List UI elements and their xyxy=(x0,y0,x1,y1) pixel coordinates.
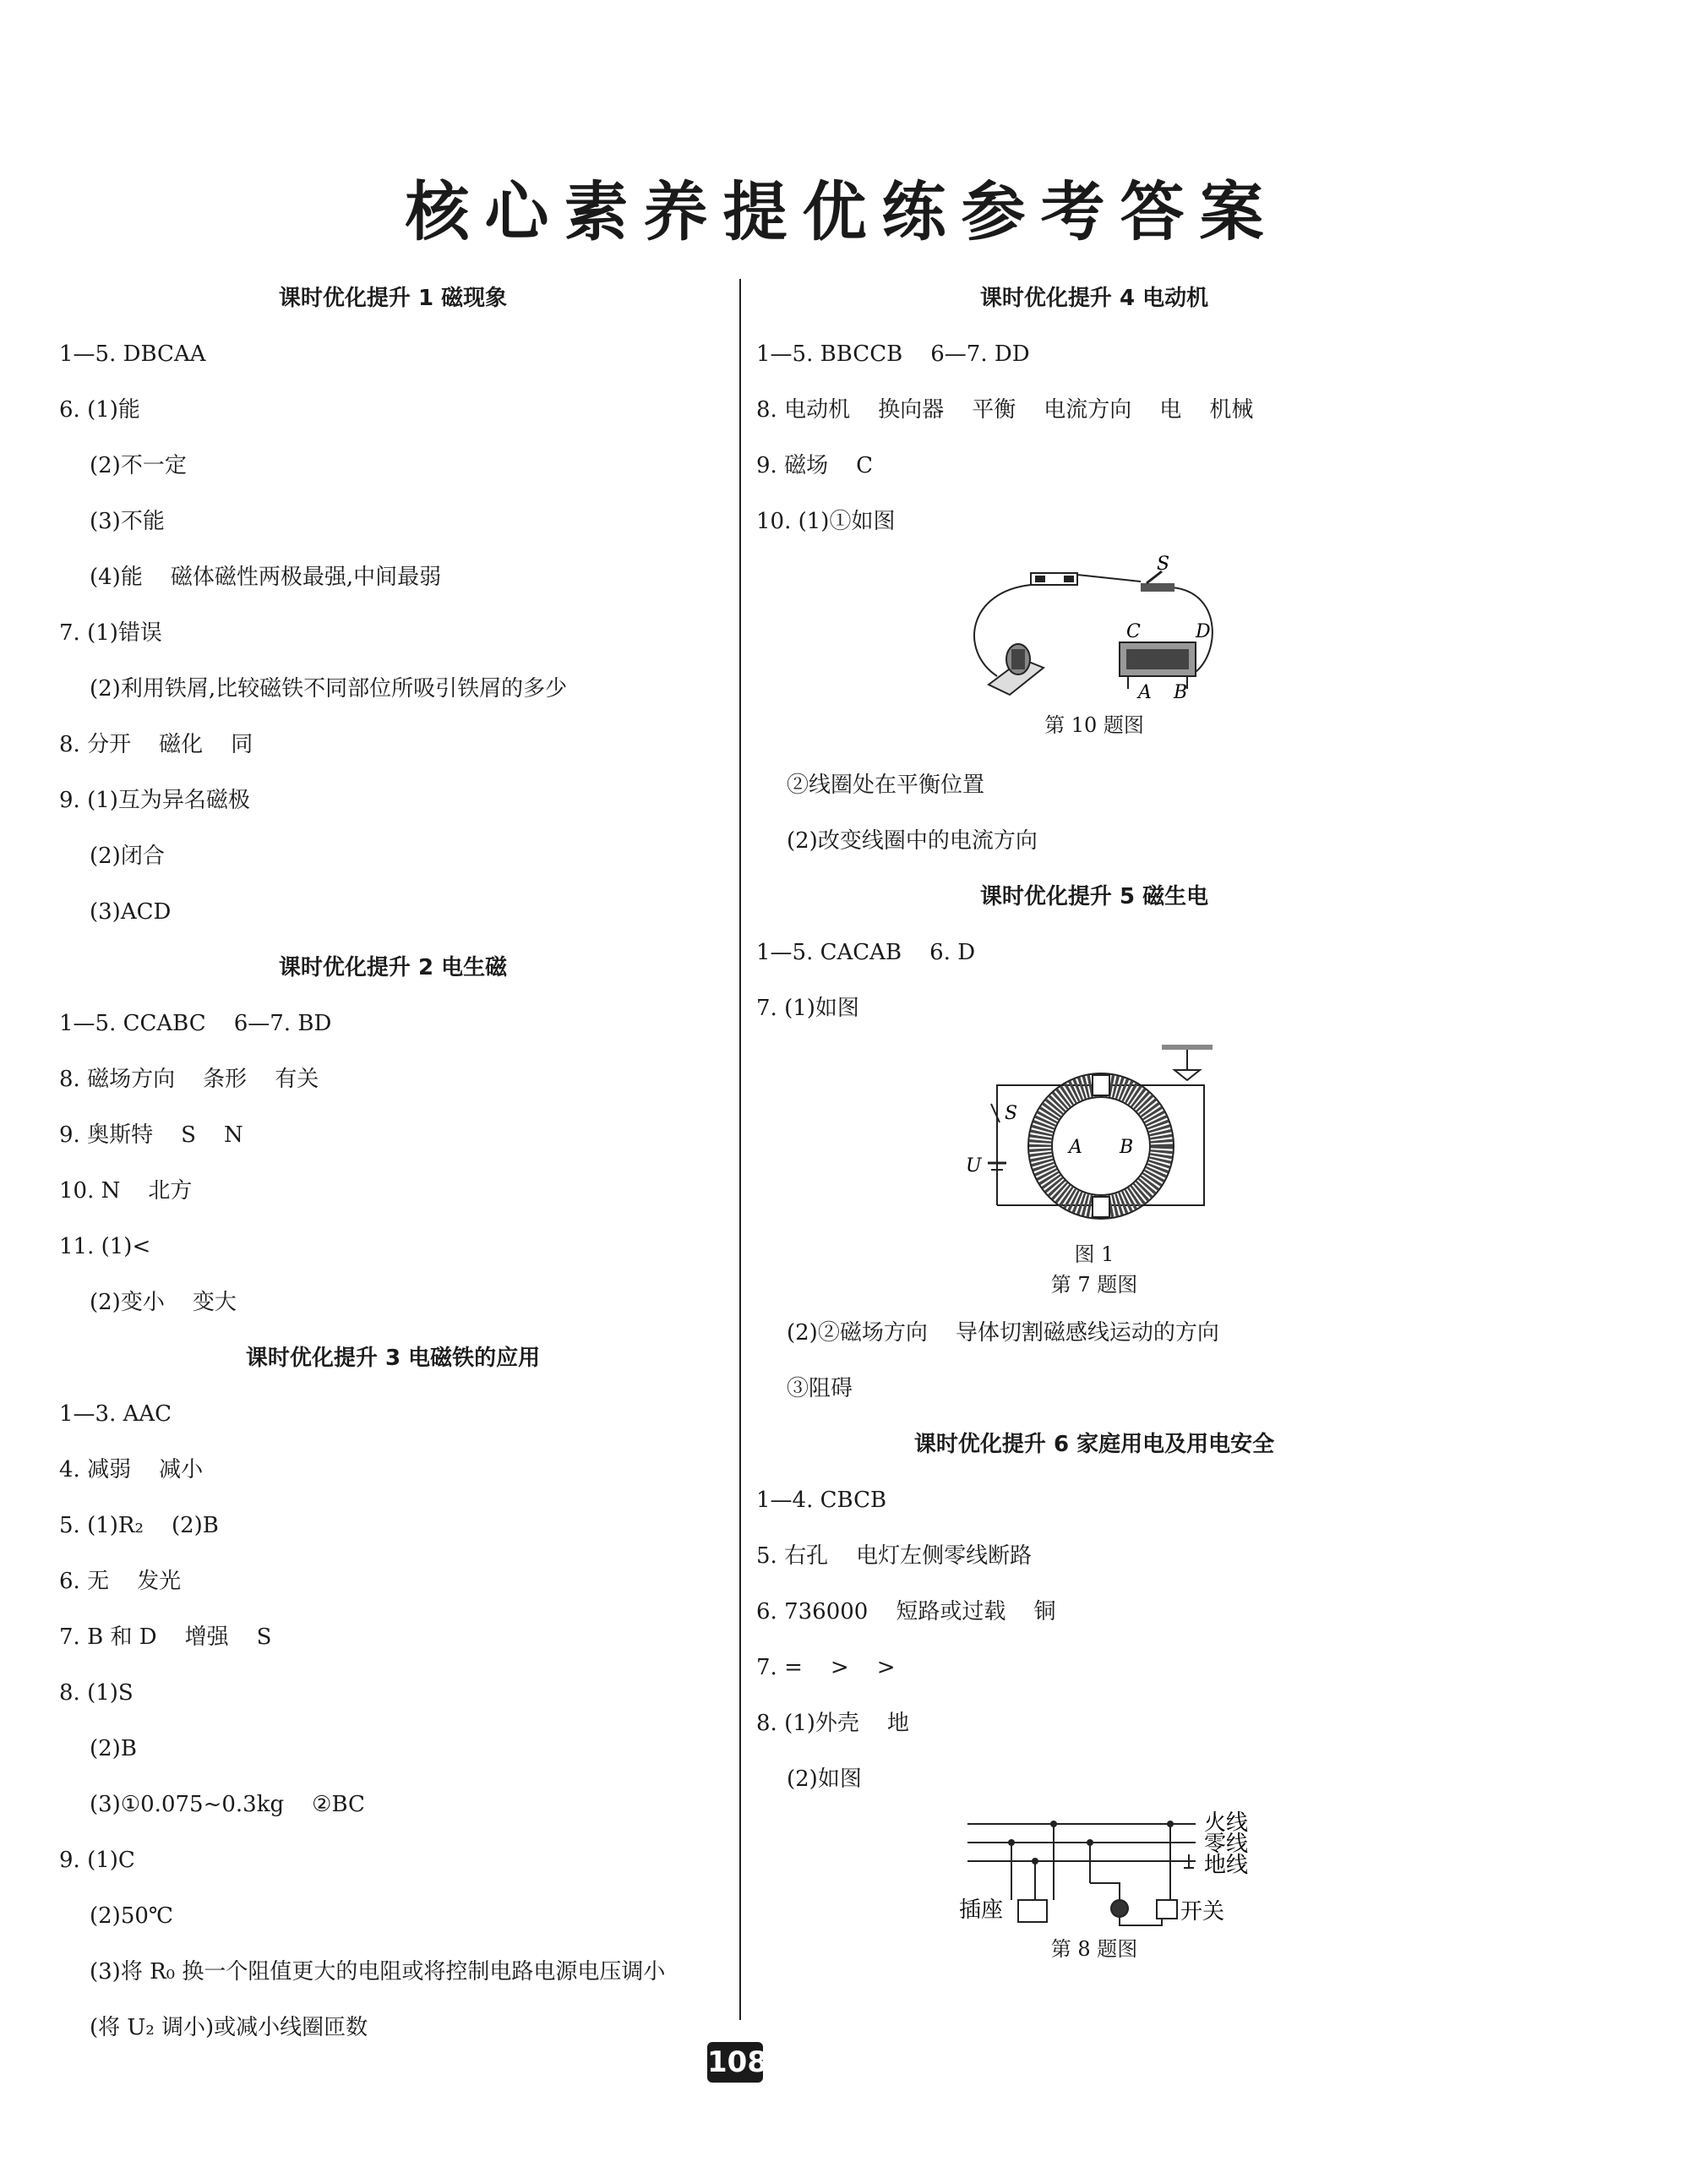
figure-caption: 第 8 题图 xyxy=(1050,1937,1138,1961)
answer-line: 8. 电动机 换向器 平衡 电流方向 电 机械 xyxy=(756,397,1254,423)
answer-line: ③阻碍 xyxy=(787,1376,853,1401)
section-title-5: 课时优化提升 5 磁生电 xyxy=(979,884,1209,909)
answer-line: 1—5. BBCCB 6—7. DD xyxy=(756,341,1030,367)
answer-line: 8. 分开 磁化 同 xyxy=(59,732,253,757)
figure-label-d: D xyxy=(1196,621,1211,642)
answer-line: 5. (1)R₂ (2)B xyxy=(59,1513,219,1538)
figure-label-u: U xyxy=(966,1155,982,1177)
answer-line: (2)闭合 xyxy=(90,844,165,869)
answer-line: (2)不一定 xyxy=(90,453,187,478)
left-column xyxy=(59,270,727,2056)
answer-line: (2)B xyxy=(90,1736,137,1761)
answer-line: 1—4. CBCB xyxy=(756,1488,887,1513)
figure-label-s: S xyxy=(1005,1103,1018,1124)
right-column xyxy=(756,270,1432,1964)
answer-line: 1—5. CACAB 6. D xyxy=(756,940,976,965)
answer-line: 9. 磁场 C xyxy=(756,453,874,478)
answer-line: 9. (1)C xyxy=(59,1848,135,1873)
answer-line: ②线圈处在平衡位置 xyxy=(787,773,985,798)
column-divider xyxy=(739,279,741,2020)
figure-label-s: S xyxy=(1157,554,1170,575)
figure-q8-household-wiring xyxy=(756,1807,1432,1964)
answer-line: 1—3. AAC xyxy=(59,1401,172,1427)
label-live-wire: 火线 xyxy=(1204,1810,1249,1836)
page-number: 108 xyxy=(707,2042,763,2083)
label-neutral-wire: 零线 xyxy=(1204,1832,1249,1857)
figure-subcaption: 图 1 xyxy=(1074,1242,1114,1266)
answer-line: (3)将 R₀ 换一个阻值更大的电阻或将控制电路电源电压调小 xyxy=(90,1959,666,1985)
answer-line: 6. 无 发光 xyxy=(59,1569,182,1594)
answer-line: (3)ACD xyxy=(90,899,172,925)
answer-line: 4. 减弱 减小 xyxy=(59,1457,204,1482)
answer-line: (3)①0.075~0.3kg ②BC xyxy=(90,1792,365,1817)
answer-line: 10. N 北方 xyxy=(59,1178,193,1204)
label-switch: 开关 xyxy=(1180,1899,1225,1925)
answer-line: (将 U₂ 调小)或减小线圈匝数 xyxy=(90,2015,368,2040)
figure-caption: 第 7 题图 xyxy=(1050,1273,1138,1297)
page-title: 核心素养提优练参考答案 xyxy=(405,174,1279,249)
answer-line: 7. (1)如图 xyxy=(756,996,859,1021)
household-wiring-diagram xyxy=(917,1807,1272,1934)
label-earth-wire: 地线 xyxy=(1204,1853,1249,1878)
label-socket: 插座 xyxy=(959,1897,1004,1923)
motor-circuit-diagram xyxy=(951,549,1238,710)
figure-label-b: B xyxy=(1120,1137,1134,1158)
section-title-2: 课时优化提升 2 电生磁 xyxy=(278,955,508,980)
answer-line: 7. = > > xyxy=(756,1655,896,1680)
answer-line: 11. (1)< xyxy=(59,1234,151,1259)
answer-line: 8. (1)外壳 地 xyxy=(756,1711,909,1736)
section-title-3: 课时优化提升 3 电磁铁的应用 xyxy=(245,1346,541,1371)
section-title-1: 课时优化提升 1 磁现象 xyxy=(278,286,508,311)
answer-line: (4)能 磁体磁性两极最强,中间最弱 xyxy=(90,565,442,590)
answer-line: 1—5. CCABC 6—7. BD xyxy=(59,1011,332,1036)
answer-line: 9. (1)互为异名磁极 xyxy=(59,788,250,813)
answer-line: 5. 右孔 电灯左侧零线断路 xyxy=(756,1543,1033,1569)
answer-line: 8. 磁场方向 条形 有关 xyxy=(59,1067,319,1092)
answer-line: 6. 736000 短路或过载 铜 xyxy=(756,1599,1056,1624)
answer-line: (3)不能 xyxy=(90,509,165,534)
section-title-4: 课时优化提升 4 电动机 xyxy=(979,286,1209,311)
answer-line: (2)②磁场方向 导体切割磁感线运动的方向 xyxy=(787,1320,1219,1346)
answer-line: 1—5. DBCAA xyxy=(59,341,206,367)
figure-label-a: A xyxy=(1069,1137,1082,1158)
ring-coil-diagram xyxy=(951,1036,1238,1239)
figure-q10-motor-circuit xyxy=(756,549,1432,740)
answer-line: (2)利用铁屑,比较磁铁不同部位所吸引铁屑的多少 xyxy=(90,676,568,702)
section-title-6: 课时优化提升 6 家庭用电及用电安全 xyxy=(913,1432,1275,1457)
answer-line: 7. (1)错误 xyxy=(59,620,162,646)
answer-line: 8. (1)S xyxy=(59,1680,134,1706)
answer-line: 6. (1)能 xyxy=(59,397,140,423)
answer-line: (2)改变线圈中的电流方向 xyxy=(787,828,1038,854)
figure-label-a: A xyxy=(1138,682,1152,703)
answer-line: (2)如图 xyxy=(787,1766,862,1792)
figure-label-c: C xyxy=(1126,621,1141,642)
figure-label-b: B xyxy=(1174,682,1188,703)
figure-q7-ring-coil xyxy=(756,1036,1432,1300)
answer-line: (2)50℃ xyxy=(90,1903,173,1929)
answer-line: 7. B 和 D 增强 S xyxy=(59,1624,272,1650)
answer-line: 10. (1)①如图 xyxy=(756,509,896,534)
answer-line: 9. 奥斯特 S N xyxy=(59,1122,243,1148)
figure-caption: 第 10 题图 xyxy=(1044,713,1144,737)
answer-line: (2)变小 变大 xyxy=(90,1290,237,1315)
